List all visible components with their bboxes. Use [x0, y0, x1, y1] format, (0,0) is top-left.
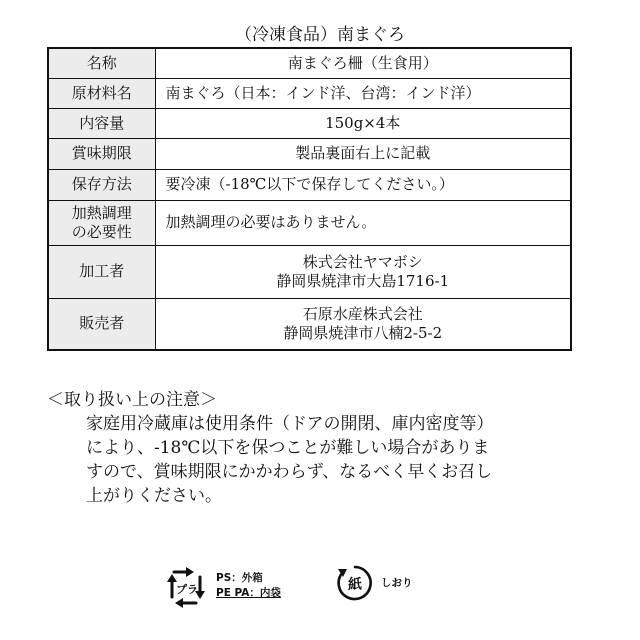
- table-row: [48, 108, 571, 138]
- row-key-cooking-line-2: の必要性: [71, 222, 132, 241]
- table-row: [48, 48, 571, 78]
- row-value-seller: [155, 298, 571, 350]
- row-value-contents: 150g×4本: [155, 108, 571, 138]
- row-key-contents: 内容量: [48, 108, 155, 138]
- row-value-storage: 要冷凍（-18℃以下で保存してください。）: [155, 169, 571, 200]
- product-label-table: [47, 47, 572, 351]
- row-value-processor: [155, 245, 571, 298]
- row-key-storage: 保存方法: [48, 169, 155, 200]
- row-key-cooking: [48, 200, 155, 245]
- notes-line: すので、賞味期限にかかわらず、なるべく早くお召し: [86, 462, 493, 482]
- row-key-processor: 加工者: [48, 245, 155, 298]
- table-row: [48, 200, 571, 245]
- row-value-ingredients: 南まぐろ（日本：インド洋、台湾：インド洋）: [155, 78, 571, 108]
- seller-address: 静岡県焼津市八楠2-5-2: [283, 323, 443, 342]
- table-row: [48, 169, 571, 200]
- notes-line: により、-18℃以下を保つことが難しい場合がありま: [86, 438, 490, 458]
- processor-company: 株式会社ヤマボシ: [302, 252, 423, 271]
- paper-mark-text: 紙: [348, 577, 362, 593]
- seller-company: 石原水産株式会社: [302, 304, 423, 323]
- plastic-line-outer-box: PS：外箱: [216, 572, 263, 584]
- table-row: [48, 78, 571, 108]
- row-value-name: 南まぐろ柵（生食用）: [155, 48, 571, 78]
- notes-body: [86, 412, 606, 508]
- plastic-line-inner-bag: PE PA：内袋: [216, 587, 281, 599]
- table-row: [48, 138, 571, 169]
- notes-heading: ＜取り扱い上の注意＞: [47, 390, 217, 410]
- row-key-best-before: 賞味期限: [48, 138, 155, 169]
- table-row: [48, 298, 571, 350]
- paper-recycle-mark: [335, 563, 413, 603]
- row-key-seller: 販売者: [48, 298, 155, 350]
- row-value-cooking: 加熱調理の必要はありません。: [155, 200, 571, 245]
- row-key-cooking-line-1: 加熱調理: [71, 203, 132, 222]
- notes-line: 家庭用冷蔵庫は使用条件（ドアの開閉、庫内密度等）: [86, 414, 494, 434]
- paper-recycle-text: しおり: [381, 576, 413, 589]
- paper-recycle-icon: [335, 563, 375, 603]
- page-title: （冷凍食品）南まぐろ: [235, 25, 405, 45]
- plastic-recycle-icon: [164, 563, 210, 609]
- processor-address: 静岡県焼津市大島1716-1: [276, 271, 450, 290]
- plastic-mark-text: プラ: [176, 583, 198, 596]
- row-key-ingredients: 原材料名: [48, 78, 155, 108]
- row-key-name: 名称: [48, 48, 155, 78]
- row-value-best-before: 製品裏面右上に記載: [155, 138, 571, 169]
- notes-line: 上がりください。: [86, 486, 222, 506]
- plastic-recycle-text: [216, 571, 281, 601]
- plastic-recycle-mark: [164, 563, 281, 609]
- table-row: [48, 245, 571, 298]
